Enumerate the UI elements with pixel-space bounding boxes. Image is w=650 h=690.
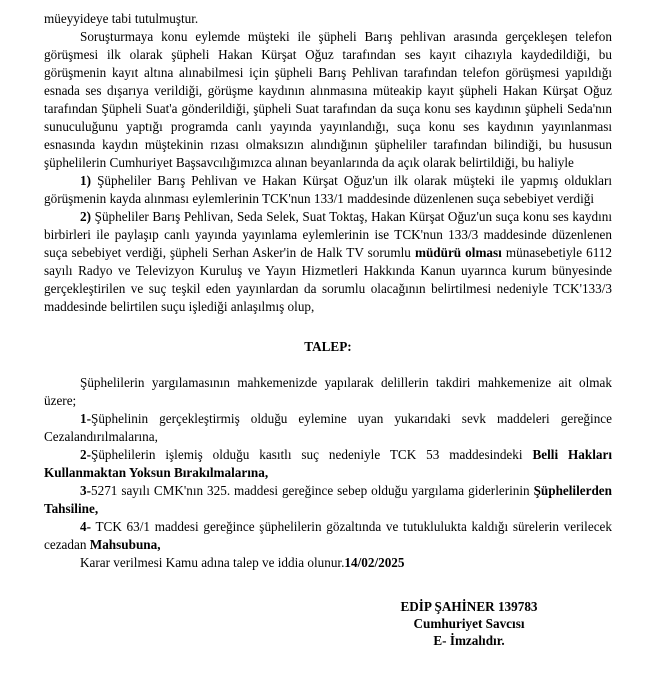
paragraph-request-4: [44, 518, 612, 554]
text-run-bold: 2-: [80, 447, 91, 462]
signature-block: [349, 598, 589, 649]
paragraph-sorusturmaya: [44, 28, 612, 172]
text-run: Şüphelinin gerçekleştirmiş olduğu eylemine uyan yukarıdaki sevk maddeleri gereğince Cezalandırılmalarına,: [44, 411, 612, 444]
text-run-bold: 1-: [80, 411, 91, 426]
text-run: Soruşturmaya konu eylemde müşteki ile şüpheli Barış pehlivan arasında gerçekleşen telefon görüşmesi ilk olarak şüpheli Hakan Kürşat Oğuz tarafından ses kayıt cihazıyla kaydedildiği, bu görüşmenin kayıt altına alınabilmesi için şüpheli Barış Pehlivan tarafından telefon görüşmesi yapıldığı esnada ses dışarıya verildiği, görüşme kaydının alınmasına müteakip kayıt şüpheli Hakan Kürşat Oğuz tarafından Şüpheli Suat'a gönderildiği, şüpheli Suat tarafından da suça konu ses kaydının şüpheli Seda'nın sunuculuğunu yaptığı programda canlı yayında yayınlandığı, suça konu ses kaydının yayınlanması esnasında kaydın müştekinin rızası olmaksızın alındığının şüpheliler tarafından bilindiği, bu hususun şüphelilerin Cumhuriyet Başsavcılığımızca alınan beyanlarında da açık olarak belirtildiği, bu haliyle: [44, 29, 612, 170]
text-run: TCK 63/1 maddesi gereğince şüphelilerin gözaltında ve tutuklulukta kaldığı sürelerin verilecek cezadan: [44, 519, 612, 552]
text-run-bold: müdürü olması: [414, 245, 502, 260]
text-run: müeyyideye tabi tutulmuştur.: [44, 11, 199, 26]
text-run: münasebetiyle 6112 sayılı Radyo ve Televizyon Kuruluş ve Yayın Hizmetleri Hakkında Kanun uyarınca kurum bünyesinde gerçekleştirilen ve suç teşkil eden yayınlardan da sorumlu olacağının belirtilmesi nedeniyle TCK'133/3 maddesinde belirtilen suçu işlediği anlaşılmış olup,: [44, 245, 612, 314]
signature-name: EDİP ŞAHİNER 139783: [400, 599, 538, 614]
text-run-bold: Mahsubuna,: [89, 537, 161, 552]
document-request-section: [44, 374, 612, 572]
paragraph-request-3: [44, 482, 612, 518]
text-run: Şüpheliler Barış Pehlivan ve Hakan Kürşat Oğuz'un ilk olarak müşteki ile yapmış oldukları görüşmenin kayda alınması eylemlerinin TCK'nun 133/1 maddesinde düzenlenen suça sebebiyet verdiği: [44, 173, 612, 206]
text-run: Şüphelilerin yargılamasının mahkemenizde yapılarak delillerin takdiri mahkemenize ait olmak üzere;: [44, 375, 612, 408]
text-run-bold: 2): [80, 209, 91, 224]
paragraph-closing: [44, 554, 612, 572]
text-run: 5271 sayılı CMK'nın 325. maddesi gereğince sebep olduğu yargılama giderlerinin: [91, 483, 534, 498]
text-run-bold: 3-: [80, 483, 91, 498]
paragraph-talep-intro: [44, 374, 612, 410]
paragraph-muayyideye: [44, 10, 612, 28]
text-run-bold: 1): [80, 173, 91, 188]
signature-note: E- İmzalıdır.: [433, 633, 505, 648]
text-run-bold: 4-: [80, 519, 91, 534]
text-run-bold: Belli Hakları Kullanmaktan Yoksun Bırakılmalarına,: [44, 447, 612, 480]
text-run: Karar verilmesi Kamu adına talep ve iddia olunur.: [80, 555, 345, 570]
paragraph-request-1: [44, 410, 612, 446]
signature-title: Cumhuriyet Savcısı: [413, 616, 525, 631]
paragraph-item-1: [44, 172, 612, 208]
text-run: Şüphelilerin işlemiş olduğu kasıtlı suç nedeniyle TCK 53 maddesindeki: [91, 447, 533, 462]
paragraph-request-2: [44, 446, 612, 482]
paragraph-item-2: [44, 208, 612, 316]
spacer-after-talep: [44, 356, 612, 374]
text-run: Şüpheliler Barış Pehlivan, Seda Selek, Suat Toktaş, Hakan Kürşat Oğuz'un suça konu ses kaydını birbirleri ile paylaşıp canlı yayında yayınlama eylemlerinin ise TCK'nun 133/3 maddesinde düzenlenen suça sebebiyet verdiği, şüpheli Serhan Asker'in de Halk TV sorumlu: [44, 209, 612, 260]
text-run-bold: Şüphelilerden Tahsiline,: [44, 483, 612, 516]
document-body: [44, 10, 612, 316]
text-run-bold: 14/02/2025: [344, 555, 405, 570]
talep-heading: TALEP:: [304, 339, 352, 354]
spacer-before-talep: [44, 316, 612, 338]
